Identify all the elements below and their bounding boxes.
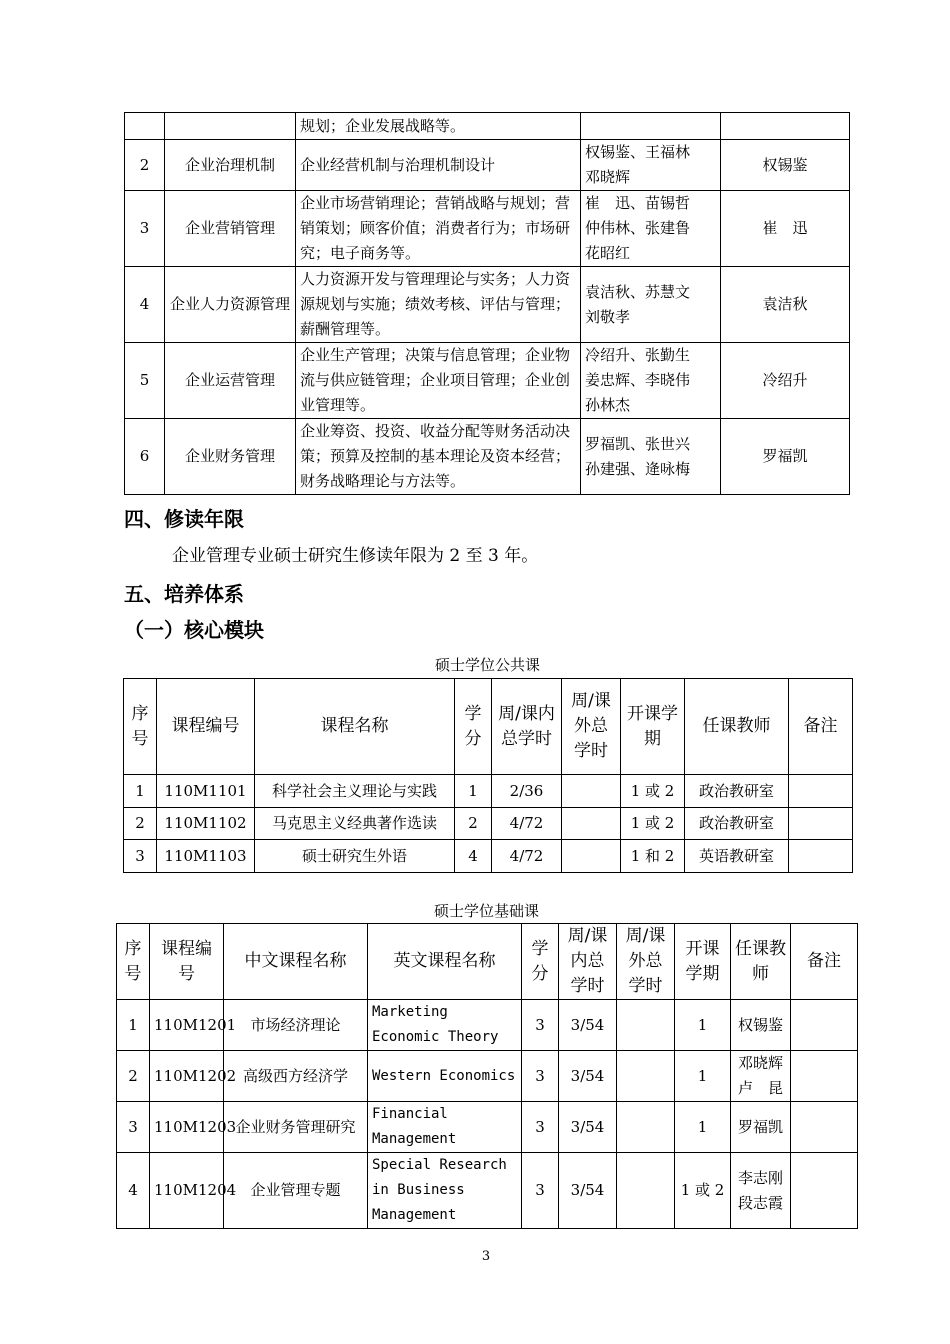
table-row bbox=[125, 113, 850, 140]
column-header: 序号 bbox=[117, 924, 150, 1000]
course-code: 110M1203 bbox=[150, 1102, 224, 1153]
course-no: 3 bbox=[117, 1102, 150, 1153]
table-row bbox=[125, 191, 850, 267]
direction-no: 6 bbox=[125, 419, 165, 495]
direction-content: 人力资源开发与管理理论与实务；人力资源规划与实施；绩效考核、评估与管理；薪酬管理等。 bbox=[296, 267, 581, 343]
course-code: 110M1204 bbox=[150, 1153, 224, 1229]
course-remark bbox=[789, 808, 853, 840]
course-name-cn: 企业管理专题 bbox=[224, 1153, 368, 1229]
course-teacher: 罗福凯 bbox=[731, 1102, 791, 1153]
direction-members: 冷绍升、张勤生 姜忠辉、李晓伟 孙林杰 bbox=[581, 343, 721, 419]
direction-leader bbox=[721, 113, 850, 140]
direction-name bbox=[165, 113, 296, 140]
column-header: 课程编号 bbox=[150, 924, 224, 1000]
table-row bbox=[117, 1051, 858, 1102]
course-in-hours: 2/36 bbox=[492, 775, 562, 808]
research-direction-table bbox=[124, 112, 850, 495]
course-out-hours bbox=[617, 1102, 675, 1153]
course-name: 马克思主义经典著作选读 bbox=[255, 808, 455, 840]
course-out-hours bbox=[562, 808, 621, 840]
course-name-cn: 市场经济理论 bbox=[224, 1000, 368, 1051]
direction-members bbox=[581, 113, 721, 140]
course-term: 1 或 2 bbox=[621, 808, 685, 840]
column-header: 任课教师 bbox=[685, 679, 789, 775]
course-name-en: Financial Management bbox=[368, 1102, 522, 1153]
column-header: 备注 bbox=[789, 679, 853, 775]
course-out-hours bbox=[617, 1051, 675, 1102]
study-years-text: 企业管理专业硕士研究生修读年限为 2 至 3 年。 bbox=[172, 546, 539, 566]
direction-no: 2 bbox=[125, 140, 165, 191]
table-row bbox=[124, 808, 853, 840]
direction-members: 崔 迅、苗锡哲 仲伟林、张建鲁 花昭红 bbox=[581, 191, 721, 267]
course-remark bbox=[789, 775, 853, 808]
course-code: 110M1102 bbox=[157, 808, 255, 840]
column-header: 学分 bbox=[522, 924, 559, 1000]
section-heading-study-years: 四、修读年限 bbox=[124, 507, 244, 531]
course-no: 1 bbox=[117, 1000, 150, 1051]
course-out-hours bbox=[617, 1153, 675, 1229]
direction-name: 企业人力资源管理 bbox=[165, 267, 296, 343]
course-credits: 3 bbox=[522, 1153, 559, 1229]
section-heading-training-system: 五、培养体系 bbox=[124, 582, 244, 606]
course-code: 110M1202 bbox=[150, 1051, 224, 1102]
table-row bbox=[125, 419, 850, 495]
table-row bbox=[125, 140, 850, 191]
course-teacher: 邓晓辉 卢 昆 bbox=[731, 1051, 791, 1102]
table-row bbox=[117, 1000, 858, 1051]
course-no: 1 bbox=[124, 775, 157, 808]
course-no: 3 bbox=[124, 840, 157, 873]
direction-content: 企业经营机制与治理机制设计 bbox=[296, 140, 581, 191]
course-in-hours: 3/54 bbox=[559, 1153, 617, 1229]
course-in-hours: 4/72 bbox=[492, 808, 562, 840]
subsection-heading-core-module: （一）核心模块 bbox=[124, 618, 264, 642]
course-credits: 1 bbox=[455, 775, 492, 808]
direction-name: 企业财务管理 bbox=[165, 419, 296, 495]
basic-courses-table bbox=[116, 923, 858, 1229]
course-name-cn: 企业财务管理研究 bbox=[224, 1102, 368, 1153]
direction-content: 企业生产管理；决策与信息管理；企业物流与供应链管理；企业项目管理；企业创业管理等。 bbox=[296, 343, 581, 419]
course-teacher: 政治教研室 bbox=[685, 775, 789, 808]
public-courses-caption: 硕士学位公共课 bbox=[434, 656, 540, 674]
column-header: 开课学期 bbox=[621, 679, 685, 775]
table-row bbox=[124, 840, 853, 873]
direction-leader: 袁洁秋 bbox=[721, 267, 850, 343]
course-in-hours: 3/54 bbox=[559, 1102, 617, 1153]
direction-content: 规划；企业发展战略等。 bbox=[296, 113, 581, 140]
direction-leader: 罗福凯 bbox=[721, 419, 850, 495]
table-row bbox=[124, 775, 853, 808]
column-header: 课程编号 bbox=[157, 679, 255, 775]
table-header-row bbox=[117, 924, 858, 1000]
direction-no: 4 bbox=[125, 267, 165, 343]
column-header: 周/课外总学时 bbox=[617, 924, 675, 1000]
course-code: 110M1101 bbox=[157, 775, 255, 808]
course-remark bbox=[791, 1000, 858, 1051]
column-header: 英文课程名称 bbox=[368, 924, 522, 1000]
course-out-hours bbox=[562, 840, 621, 873]
direction-members: 权锡鉴、王福林 邓晓辉 bbox=[581, 140, 721, 191]
course-code: 110M1201 bbox=[150, 1000, 224, 1051]
direction-name: 企业治理机制 bbox=[165, 140, 296, 191]
column-header: 周/课内总学时 bbox=[559, 924, 617, 1000]
course-name-en: Western Economics bbox=[368, 1051, 522, 1102]
course-no: 2 bbox=[124, 808, 157, 840]
direction-members: 袁洁秋、苏慧文 刘敬孝 bbox=[581, 267, 721, 343]
course-term: 1 和 2 bbox=[621, 840, 685, 873]
course-credits: 3 bbox=[522, 1051, 559, 1102]
course-code: 110M1103 bbox=[157, 840, 255, 873]
column-header: 中文课程名称 bbox=[224, 924, 368, 1000]
course-remark bbox=[791, 1102, 858, 1153]
course-in-hours: 3/54 bbox=[559, 1000, 617, 1051]
column-header: 周/课外总学时 bbox=[562, 679, 621, 775]
course-remark bbox=[791, 1153, 858, 1229]
course-remark bbox=[791, 1051, 858, 1102]
direction-leader: 权锡鉴 bbox=[721, 140, 850, 191]
course-name-en: Marketing Economic Theory bbox=[368, 1000, 522, 1051]
direction-no: 5 bbox=[125, 343, 165, 419]
public-courses-table bbox=[123, 678, 853, 873]
column-header: 周/课内总学时 bbox=[492, 679, 562, 775]
direction-name: 企业营销管理 bbox=[165, 191, 296, 267]
direction-no: 3 bbox=[125, 191, 165, 267]
direction-content: 企业市场营销理论；营销战略与规划；营销策划；顾客价值；消费者行为；市场研究；电子商务等。 bbox=[296, 191, 581, 267]
course-teacher: 李志刚 段志霞 bbox=[731, 1153, 791, 1229]
course-teacher: 政治教研室 bbox=[685, 808, 789, 840]
course-teacher: 权锡鉴 bbox=[731, 1000, 791, 1051]
table-row bbox=[125, 343, 850, 419]
direction-leader: 冷绍升 bbox=[721, 343, 850, 419]
course-teacher: 英语教研室 bbox=[685, 840, 789, 873]
column-header: 开课学期 bbox=[675, 924, 731, 1000]
course-out-hours bbox=[562, 775, 621, 808]
direction-no bbox=[125, 113, 165, 140]
course-credits: 3 bbox=[522, 1000, 559, 1051]
course-no: 2 bbox=[117, 1051, 150, 1102]
column-header: 学分 bbox=[455, 679, 492, 775]
course-in-hours: 4/72 bbox=[492, 840, 562, 873]
course-credits: 2 bbox=[455, 808, 492, 840]
column-header: 序号 bbox=[124, 679, 157, 775]
course-term: 1 bbox=[675, 1000, 731, 1051]
course-remark bbox=[789, 840, 853, 873]
course-in-hours: 3/54 bbox=[559, 1051, 617, 1102]
direction-members: 罗福凯、张世兴 孙建强、逄咏梅 bbox=[581, 419, 721, 495]
column-header: 任课教师 bbox=[731, 924, 791, 1000]
course-name-cn: 高级西方经济学 bbox=[224, 1051, 368, 1102]
direction-leader: 崔 迅 bbox=[721, 191, 850, 267]
course-term: 1 bbox=[675, 1102, 731, 1153]
column-header: 备注 bbox=[791, 924, 858, 1000]
table-row bbox=[117, 1102, 858, 1153]
course-credits: 4 bbox=[455, 840, 492, 873]
direction-content: 企业筹资、投资、收益分配等财务活动决策；预算及控制的基本理论及资本经营；财务战略理论与方法等。 bbox=[296, 419, 581, 495]
basic-courses-caption: 硕士学位基础课 bbox=[433, 902, 539, 920]
page-number: 3 bbox=[481, 1249, 491, 1264]
course-no: 4 bbox=[117, 1153, 150, 1229]
direction-name: 企业运营管理 bbox=[165, 343, 296, 419]
course-name-en: Special Research in Business Management bbox=[368, 1153, 522, 1229]
course-name: 科学社会主义理论与实践 bbox=[255, 775, 455, 808]
course-name: 硕士研究生外语 bbox=[255, 840, 455, 873]
column-header: 课程名称 bbox=[255, 679, 455, 775]
table-row bbox=[125, 267, 850, 343]
course-term: 1 或 2 bbox=[675, 1153, 731, 1229]
course-credits: 3 bbox=[522, 1102, 559, 1153]
course-term: 1 或 2 bbox=[621, 775, 685, 808]
table-row bbox=[117, 1153, 858, 1229]
course-out-hours bbox=[617, 1000, 675, 1051]
course-term: 1 bbox=[675, 1051, 731, 1102]
table-header-row bbox=[124, 679, 853, 775]
